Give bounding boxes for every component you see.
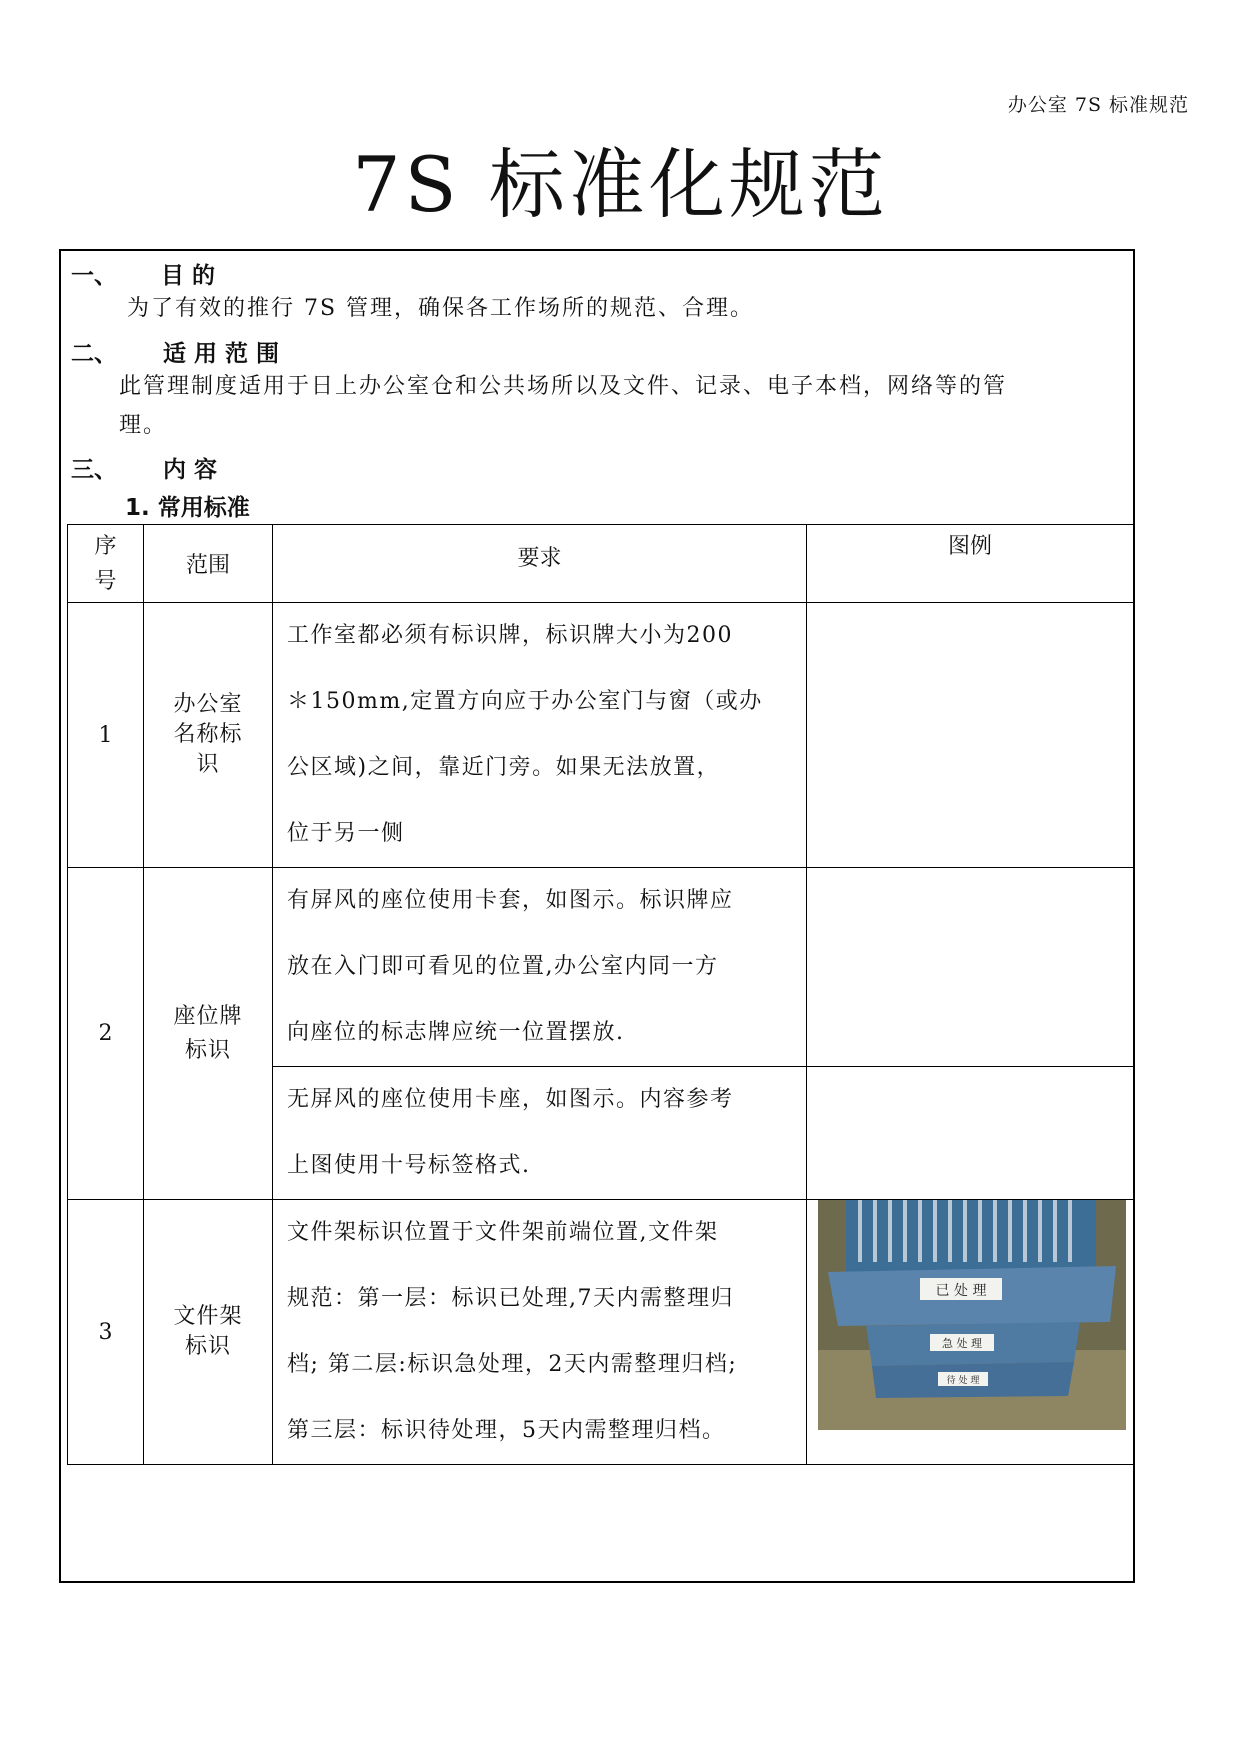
section-2-body-line2: 理。 xyxy=(119,413,168,438)
table-row xyxy=(68,1200,1134,1465)
row-2-scope xyxy=(144,868,273,1200)
row-2-seq: 2 xyxy=(68,868,144,1200)
row-2-scope-line: 标识 xyxy=(184,1037,231,1063)
section-2-title: 适 用 范 围 xyxy=(163,341,280,367)
section-3-title: 内 容 xyxy=(163,457,218,483)
header-figure: 图例 xyxy=(807,525,1134,603)
tray-top-rack xyxy=(846,1200,1096,1272)
row-3-req-line: 第三层：标识待处理，5天内需整理归档。 xyxy=(287,1418,726,1443)
row-1-req-line: 公区域)之间，靠近门旁。如果无法放置， xyxy=(287,755,721,780)
row-2a-req-line: 有屏风的座位使用卡套，如图示。标识牌应 xyxy=(287,888,734,913)
standards-table xyxy=(67,524,1134,1465)
row-1-seq: 1 xyxy=(68,603,144,868)
row-1-req-line: 工作室都必须有标识牌，标识牌大小为200 xyxy=(287,623,733,648)
row-2b-req-line: 无屏风的座位使用卡座，如图示。内容参考 xyxy=(287,1087,734,1112)
section-2-body-line1: 此管理制度适用于日上办公室仓和公共场所以及文件、记录、电子本档，网络等的管 xyxy=(119,374,1008,399)
header-seq-line1: 序 xyxy=(94,533,117,559)
table-row xyxy=(68,868,1134,1067)
row-3-scope xyxy=(144,1200,273,1465)
tray-label-2-text: 急 处 理 xyxy=(942,1337,982,1350)
row-3-requirement xyxy=(273,1200,807,1465)
section-3-number: 三、 xyxy=(71,457,117,483)
header-requirement: 要求 xyxy=(273,525,807,603)
table-header-row xyxy=(68,525,1134,603)
rack-bars xyxy=(860,1200,1070,1262)
row-1-req-line: 位于另一侧 xyxy=(287,821,405,846)
section-3-heading xyxy=(71,451,217,484)
section-2-heading xyxy=(71,335,279,368)
table-row xyxy=(68,603,1134,868)
row-3-req-line: 规范：第一层：标识已处理,7天内需整理归 xyxy=(287,1286,734,1311)
row-1-req-line: ＊150mm,定置方向应于办公室门与窗（或办 xyxy=(287,689,763,714)
row-3-seq: 3 xyxy=(68,1200,144,1465)
row-2b-req-line: 上图使用十号标签格式. xyxy=(287,1153,531,1178)
header-note: 办公室 7S 标准规范 xyxy=(1007,94,1189,116)
row-2b-figure xyxy=(807,1067,1134,1200)
tray-label-3-text: 待 处 理 xyxy=(946,1376,980,1386)
row-2a-figure xyxy=(807,868,1134,1067)
section-1-title: 目 的 xyxy=(161,263,216,289)
tray-label-1-text: 已 处 理 xyxy=(935,1283,987,1299)
row-2b-requirement xyxy=(273,1067,807,1200)
row-2a-req-line: 放在入门即可看见的位置,办公室内同一方 xyxy=(287,954,719,979)
row-3-scope-line: 文件架 xyxy=(173,1304,243,1329)
row-1-scope-line: 名称标 xyxy=(173,722,243,747)
header-seq xyxy=(68,525,144,603)
content-frame xyxy=(59,249,1135,1583)
row-3-req-line: 文件架标识位置于文件架前端位置,文件架 xyxy=(287,1220,719,1245)
section-1-heading xyxy=(71,257,215,290)
file-tray-photo xyxy=(818,1200,1126,1430)
document-title: 7S 标准化规范 xyxy=(352,140,889,229)
row-1-requirement xyxy=(273,603,807,868)
header-scope: 范围 xyxy=(144,525,273,603)
row-1-scope-line: 识 xyxy=(196,752,220,777)
row-3-figure xyxy=(807,1200,1134,1465)
section-1-number: 一、 xyxy=(71,263,117,289)
row-1-figure xyxy=(807,603,1134,868)
section-2-number: 二、 xyxy=(71,341,117,367)
row-2-scope-line: 座位牌 xyxy=(173,1003,243,1029)
row-1-scope xyxy=(144,603,273,868)
subsection-heading: 1. 常用标准 xyxy=(125,495,250,521)
row-3-req-line: 档; 第二层:标识急处理，2天内需整理归档; xyxy=(287,1352,738,1377)
row-2a-req-line: 向座位的标志牌应统一位置摆放. xyxy=(287,1020,625,1045)
header-seq-line2: 号 xyxy=(94,568,117,594)
row-3-scope-line: 标识 xyxy=(184,1334,231,1359)
row-2a-requirement xyxy=(273,868,807,1067)
row-1-scope-line: 办公室 xyxy=(173,692,243,717)
section-1-body: 为了有效的推行 7S 管理，确保各工作场所的规范、合理。 xyxy=(127,296,755,321)
